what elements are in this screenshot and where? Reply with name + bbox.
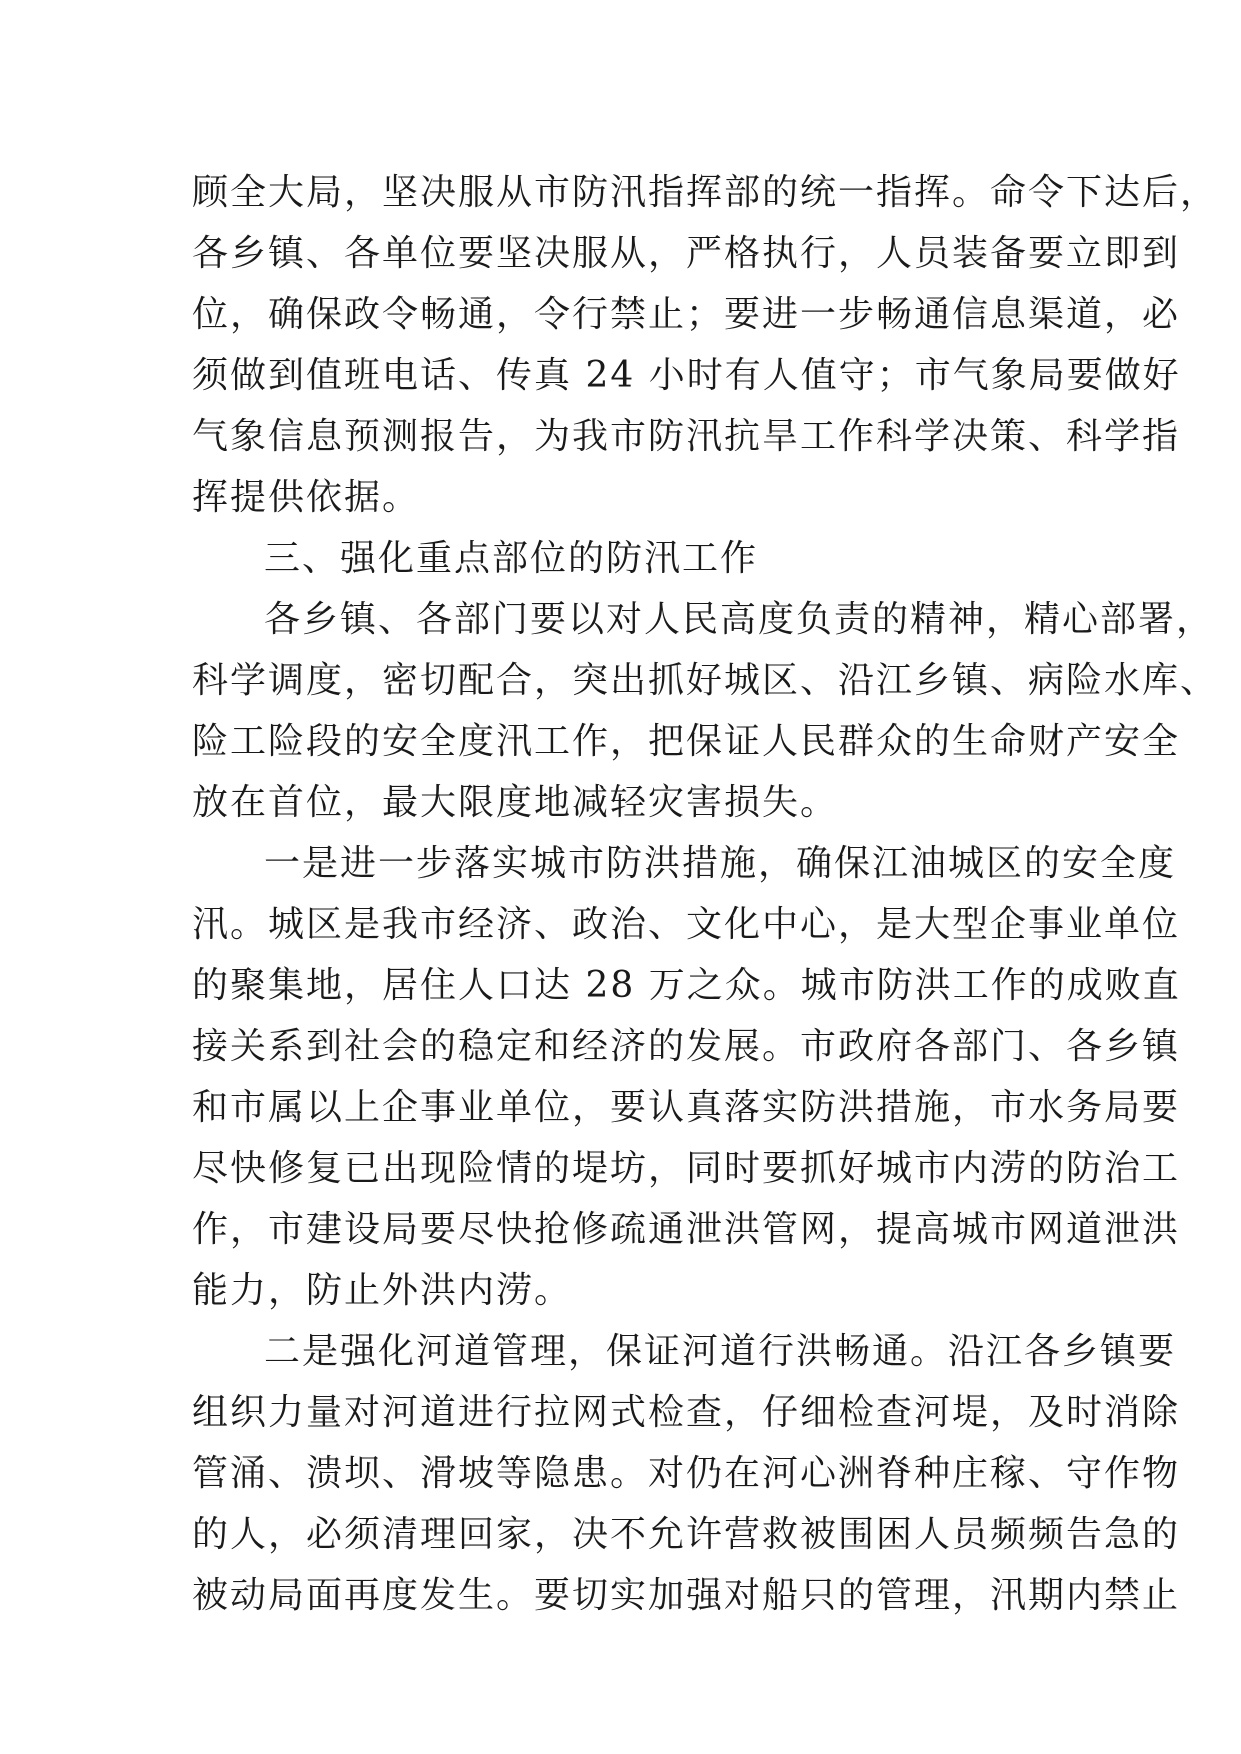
- text-line: 作，市建设局要尽快抢修疏通泄洪管网，提高城市网道泄洪: [192, 1209, 1181, 1250]
- text-line: 各乡镇、各单位要坚决服从，严格执行，人员装备要立即到: [192, 233, 1181, 274]
- text-line: 科学调度，密切配合，突出抓好城区、沿江乡镇、病险水库、: [192, 660, 1219, 701]
- document-body: [192, 162, 1219, 1626]
- text-line: 的人，必须清理回家，决不允许营救被围困人员频频告急的: [192, 1514, 1181, 1555]
- text-line: 气象信息预测报告，为我市防汛抗旱工作科学决策、科学指: [192, 416, 1181, 457]
- text-line: 能力，防止外洪内涝。: [192, 1270, 573, 1311]
- text-line: 一是进一步落实城市防洪措施，确保江油城区的安全度: [264, 843, 1177, 884]
- text-line: 被动局面再度发生。要切实加强对船只的管理，汛期内禁止: [192, 1575, 1181, 1616]
- text-line: 管涌、溃坝、滑坡等隐患。对仍在河心洲脊种庄稼、守作物: [192, 1453, 1181, 1494]
- text-line: 各乡镇、各部门要以对人民高度负责的精神，精心部署，: [264, 599, 1215, 640]
- text-line: 二是强化河道管理，保证河道行洪畅通。沿江各乡镇要: [264, 1331, 1177, 1372]
- text-line: 须做到值班电话、传真 24 小时有人值守；市气象局要做好: [192, 355, 1181, 396]
- text-line: 放在首位，最大限度地减轻灾害损失。: [192, 782, 839, 823]
- text-line: 汛。城区是我市经济、政治、文化中心，是大型企事业单位: [192, 904, 1181, 945]
- text-line: 的聚集地，居住人口达 28 万之众。城市防洪工作的成败直: [192, 965, 1181, 1006]
- text-line: 和市属以上企事业单位，要认真落实防洪措施，市水务局要: [192, 1087, 1181, 1128]
- text-line: 接关系到社会的稳定和经济的发展。市政府各部门、各乡镇: [192, 1026, 1181, 1067]
- text-line: 三、强化重点部位的防汛工作: [264, 538, 759, 579]
- text-line: 位，确保政令畅通，令行禁止；要进一步畅通信息渠道，必: [192, 294, 1181, 335]
- text-line: 顾全大局，坚决服从市防汛指挥部的统一指挥。命令下达后，: [192, 172, 1219, 213]
- text-line: 挥提供依据。: [192, 477, 421, 518]
- text-line: 险工险段的安全度汛工作，把保证人民群众的生命财产安全: [192, 721, 1181, 762]
- text-line: 尽快修复已出现险情的堤坊，同时要抓好城市内涝的防治工: [192, 1148, 1181, 1189]
- text-line: 组织力量对河道进行拉网式检查，仔细检查河堤，及时消除: [192, 1392, 1181, 1433]
